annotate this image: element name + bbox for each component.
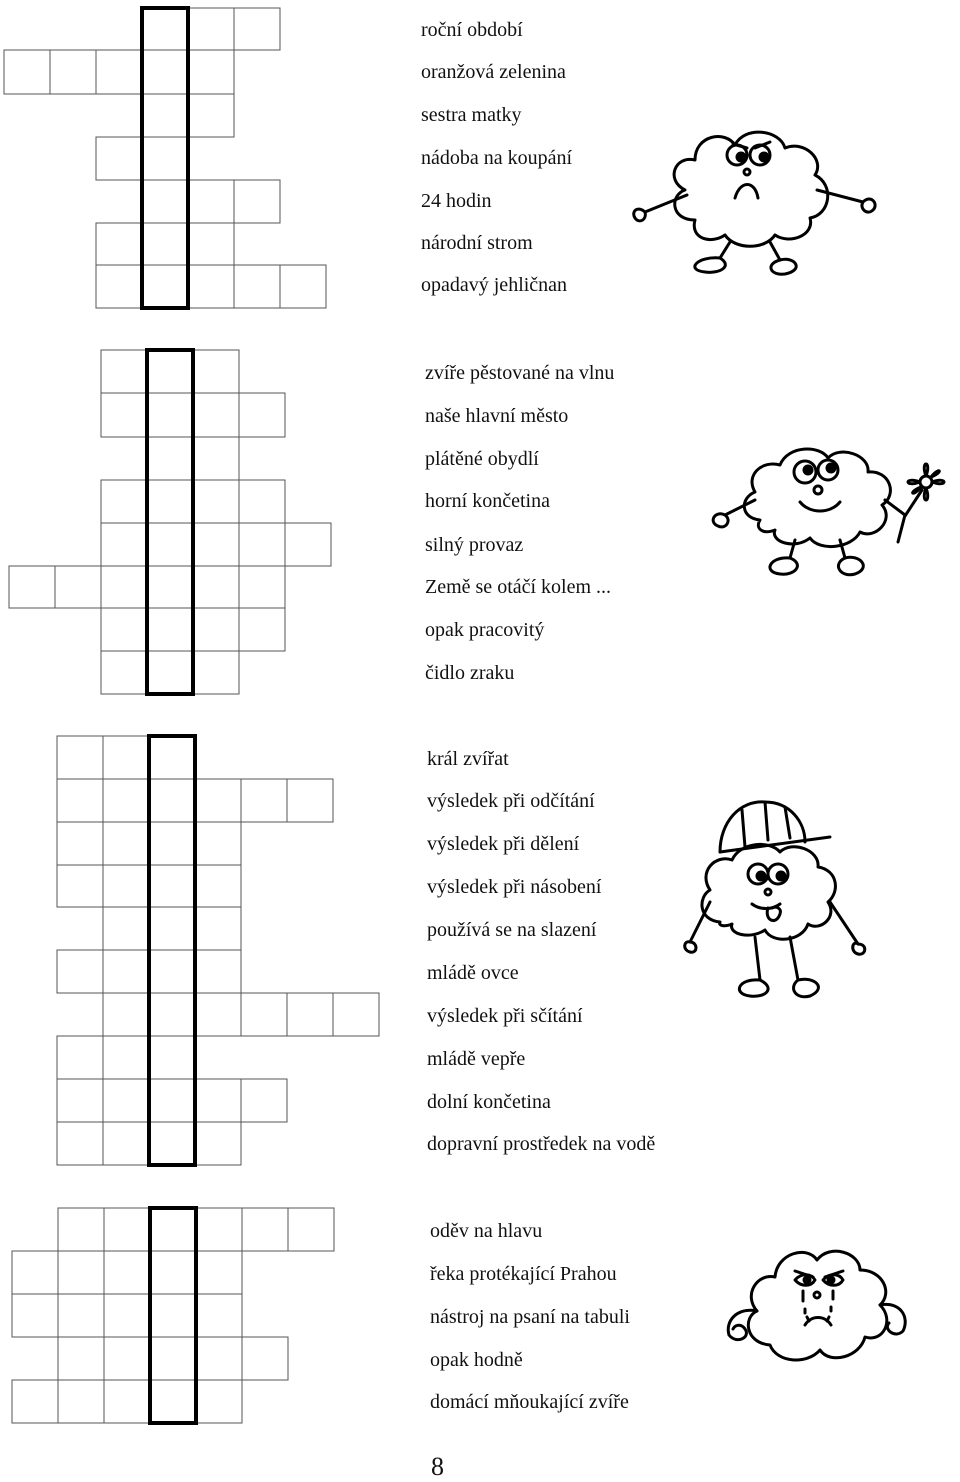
clue-3-5: používá se na slazení <box>427 919 597 941</box>
crying-cloud-character-icon <box>715 1225 915 1390</box>
page-number: 8 <box>431 1452 444 1481</box>
clue-4-1: oděv na hlavu <box>430 1220 543 1242</box>
clue-2-7: opak pracovitý <box>425 619 545 641</box>
sad-cloud-character-icon <box>625 120 885 290</box>
clue-3-2: výsledek při odčítání <box>427 790 595 812</box>
clue-1-7: opadavý jehličnan <box>421 274 568 296</box>
clue-3-7: výsledek při sčítání <box>427 1005 583 1027</box>
clue-3-9: dolní končetina <box>427 1091 551 1113</box>
clue-1-6: národní strom <box>421 232 533 254</box>
clue-2-2: naše hlavní město <box>425 405 569 427</box>
clue-1-1: roční období <box>421 19 523 41</box>
clue-4-2: řeka protékající Prahou <box>430 1263 617 1285</box>
clue-2-5: silný provaz <box>425 534 524 556</box>
clue-3-10: dopravní prostředek na vodě <box>427 1133 656 1155</box>
clue-2-3: plátěné obydlí <box>425 448 539 470</box>
clue-1-4: nádoba na koupání <box>421 147 573 169</box>
clue-4-4: opak hodně <box>430 1349 523 1371</box>
clue-2-1: zvíře pěstované na vlnu <box>425 362 615 384</box>
clue-3-1: král zvířat <box>427 748 509 770</box>
clue-3-8: mládě vepře <box>427 1048 526 1070</box>
clue-4-3: nástroj na psaní na tabuli <box>430 1306 630 1328</box>
clue-2-6: Země se otáčí kolem ... <box>425 576 612 598</box>
clue-1-5: 24 hodin <box>421 190 492 212</box>
happy-cloud-with-flower-icon <box>700 440 960 590</box>
clue-4-5: domácí mňoukající zvíře <box>430 1391 629 1413</box>
clue-1-3: sestra matky <box>421 104 522 126</box>
clue-1-2: oranžová zelenina <box>421 61 566 83</box>
clue-2-8: čidlo zraku <box>425 662 515 684</box>
clue-3-3: výsledek při dělení <box>427 833 580 855</box>
clue-2-4: horní končetina <box>425 490 550 512</box>
clue-3-6: mládě ovce <box>427 962 519 984</box>
clue-3-4: výsledek při násobení <box>427 876 602 898</box>
cloud-with-cap-tongue-out-icon <box>680 792 880 1012</box>
